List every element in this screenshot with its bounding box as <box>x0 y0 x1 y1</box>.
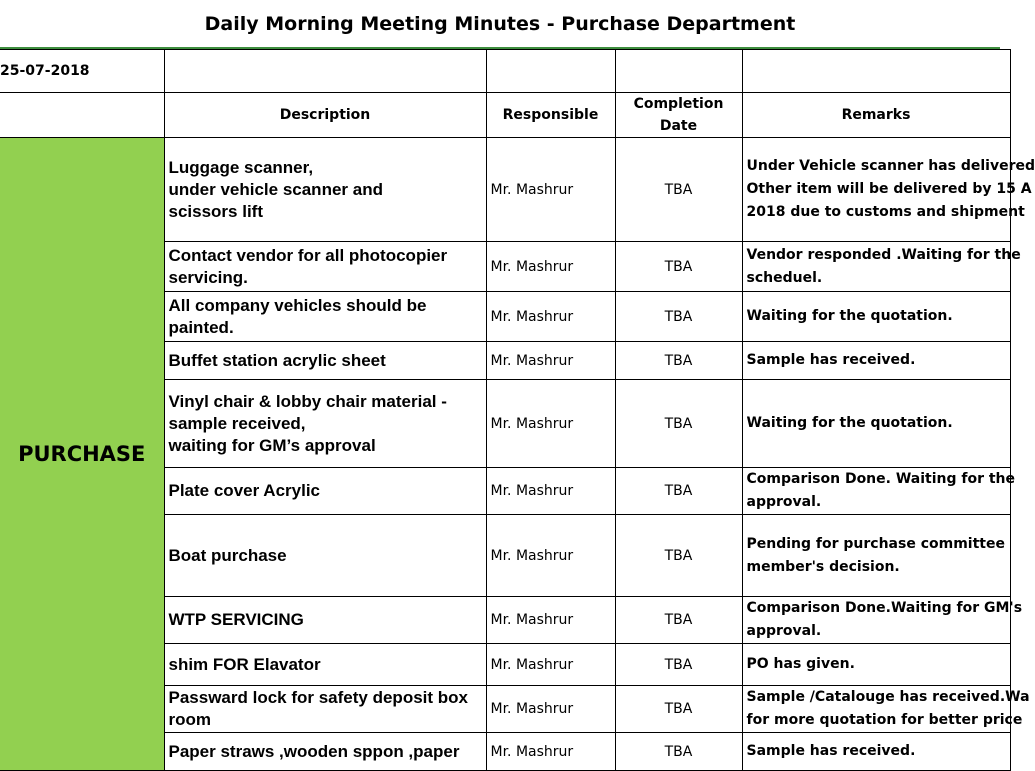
description-line: Contact vendor for all photocopier <box>168 245 448 265</box>
header-responsible: Responsible <box>486 93 615 138</box>
remarks-cell <box>742 242 1021 292</box>
description-cell <box>164 380 486 468</box>
remarks-line: scheduel. <box>746 269 823 286</box>
remarks-line: Comparison Done. Waiting for the <box>746 471 1016 487</box>
remarks-line: Sample has received. <box>746 352 916 368</box>
description-line: scissors lift <box>168 201 263 221</box>
remarks-cell <box>742 644 1010 686</box>
description-line: under vehicle scanner and <box>168 179 383 199</box>
description-cell <box>164 468 486 515</box>
remarks-cell <box>742 733 1010 771</box>
completion-date-cell: TBA <box>615 242 742 292</box>
empty-cell <box>742 50 1010 93</box>
header-remarks: Remarks <box>742 93 1010 138</box>
minutes-table <box>0 49 1035 771</box>
description-cell <box>164 644 486 686</box>
remarks-cell <box>742 342 1010 380</box>
remarks-line: Other item will be delivered by 15 A <box>746 181 1032 197</box>
description-line: WTP SERVICING <box>168 610 304 629</box>
empty-cell <box>615 50 742 93</box>
remarks-line: member's decision. <box>746 558 900 575</box>
responsible-cell: Mr. Mashrur <box>486 292 615 342</box>
responsible-cell: Mr. Mashrur <box>486 515 615 597</box>
remarks-line: approval. <box>746 623 822 639</box>
completion-date-cell: TBA <box>615 292 742 342</box>
description-cell <box>164 138 486 242</box>
meeting-date: 25-07-2018 <box>0 50 164 93</box>
remarks-line: Sample /Catalouge has received.Wa <box>746 689 1030 705</box>
responsible-cell: Mr. Mashrur <box>486 468 615 515</box>
completion-date-cell: TBA <box>615 515 742 597</box>
description-line: room <box>168 710 211 729</box>
description-line: Vinyl chair & lobby chair material - <box>168 391 447 411</box>
description-cell <box>164 733 486 771</box>
completion-date-cell: TBA <box>615 468 742 515</box>
remarks-line: Comparison Done.Waiting for GM's <box>746 600 1023 616</box>
remarks-cell <box>742 686 1030 733</box>
description-line: Luggage scanner, <box>168 157 314 177</box>
page-title: Daily Morning Meeting Minutes - Purchase Department <box>204 13 796 35</box>
completion-date-cell: TBA <box>615 380 742 468</box>
description-line: sample received, <box>168 413 306 433</box>
remarks-cell <box>742 380 1010 468</box>
table-row <box>0 138 1010 242</box>
responsible-cell: Mr. Mashrur <box>486 644 615 686</box>
completion-date-cell: TBA <box>615 644 742 686</box>
responsible-cell: Mr. Mashrur <box>486 138 615 242</box>
completion-date-cell: TBA <box>615 597 742 644</box>
description-cell <box>164 342 486 380</box>
header-description: Description <box>164 93 486 138</box>
description-line: Passward lock for safety deposit box <box>168 688 468 707</box>
completion-date-cell: TBA <box>615 138 742 242</box>
remarks-line: Sample has received. <box>746 743 916 759</box>
description-cell <box>164 597 486 644</box>
description-line: shim FOR Elavator <box>168 654 321 674</box>
completion-date-cell: TBA <box>615 342 742 380</box>
empty-cell <box>164 50 486 93</box>
date-row <box>0 50 1010 93</box>
description-cell <box>164 515 486 597</box>
description-line: painted. <box>168 317 234 337</box>
remarks-cell <box>742 138 1035 242</box>
description-line: All company vehicles should be <box>168 295 427 315</box>
remarks-line: approval. <box>746 494 822 510</box>
responsible-cell: Mr. Mashrur <box>486 380 615 468</box>
remarks-cell <box>742 468 1016 515</box>
header-blank <box>0 93 164 138</box>
empty-cell <box>486 50 615 93</box>
description-cell <box>164 242 486 292</box>
description-line: Boat purchase <box>168 545 287 565</box>
description-line: servicing. <box>168 267 248 287</box>
responsible-cell: Mr. Mashrur <box>486 242 615 292</box>
remarks-line: PO has given. <box>746 656 855 672</box>
remarks-line: for more quotation for better price <box>746 712 1023 728</box>
completion-date-cell: TBA <box>615 733 742 771</box>
header-completion-date <box>615 93 742 138</box>
remarks-line: 2018 due to customs and shipment <box>746 204 1025 220</box>
description-line: Buffet station acrylic sheet <box>168 350 386 370</box>
remarks-cell <box>742 597 1023 644</box>
remarks-line: Waiting for the quotation. <box>746 415 953 431</box>
header-completion-line: Completion <box>633 96 724 112</box>
description-cell <box>164 686 486 733</box>
remarks-line: Pending for purchase committee <box>746 535 1005 552</box>
completion-date-cell: TBA <box>615 686 742 733</box>
header-row <box>0 93 1010 138</box>
description-line: Paper straws ,wooden sppon ,paper <box>168 741 460 761</box>
remarks-line: Under Vehicle scanner has delivered <box>746 158 1035 174</box>
responsible-cell: Mr. Mashrur <box>486 686 615 733</box>
remarks-line: Waiting for the quotation. <box>746 308 953 324</box>
remarks-cell <box>742 515 1010 597</box>
description-line: waiting for GM’s approval <box>168 435 376 455</box>
description-line: Plate cover Acrylic <box>168 481 321 500</box>
responsible-cell: Mr. Mashrur <box>486 342 615 380</box>
description-cell <box>164 292 486 342</box>
remarks-cell <box>742 292 1010 342</box>
responsible-cell: Mr. Mashrur <box>486 733 615 771</box>
remarks-line: Vendor responded .Waiting for the <box>746 246 1021 263</box>
department-label: PURCHASE <box>0 138 164 771</box>
responsible-cell: Mr. Mashrur <box>486 597 615 644</box>
header-completion-line: Date <box>659 118 698 134</box>
